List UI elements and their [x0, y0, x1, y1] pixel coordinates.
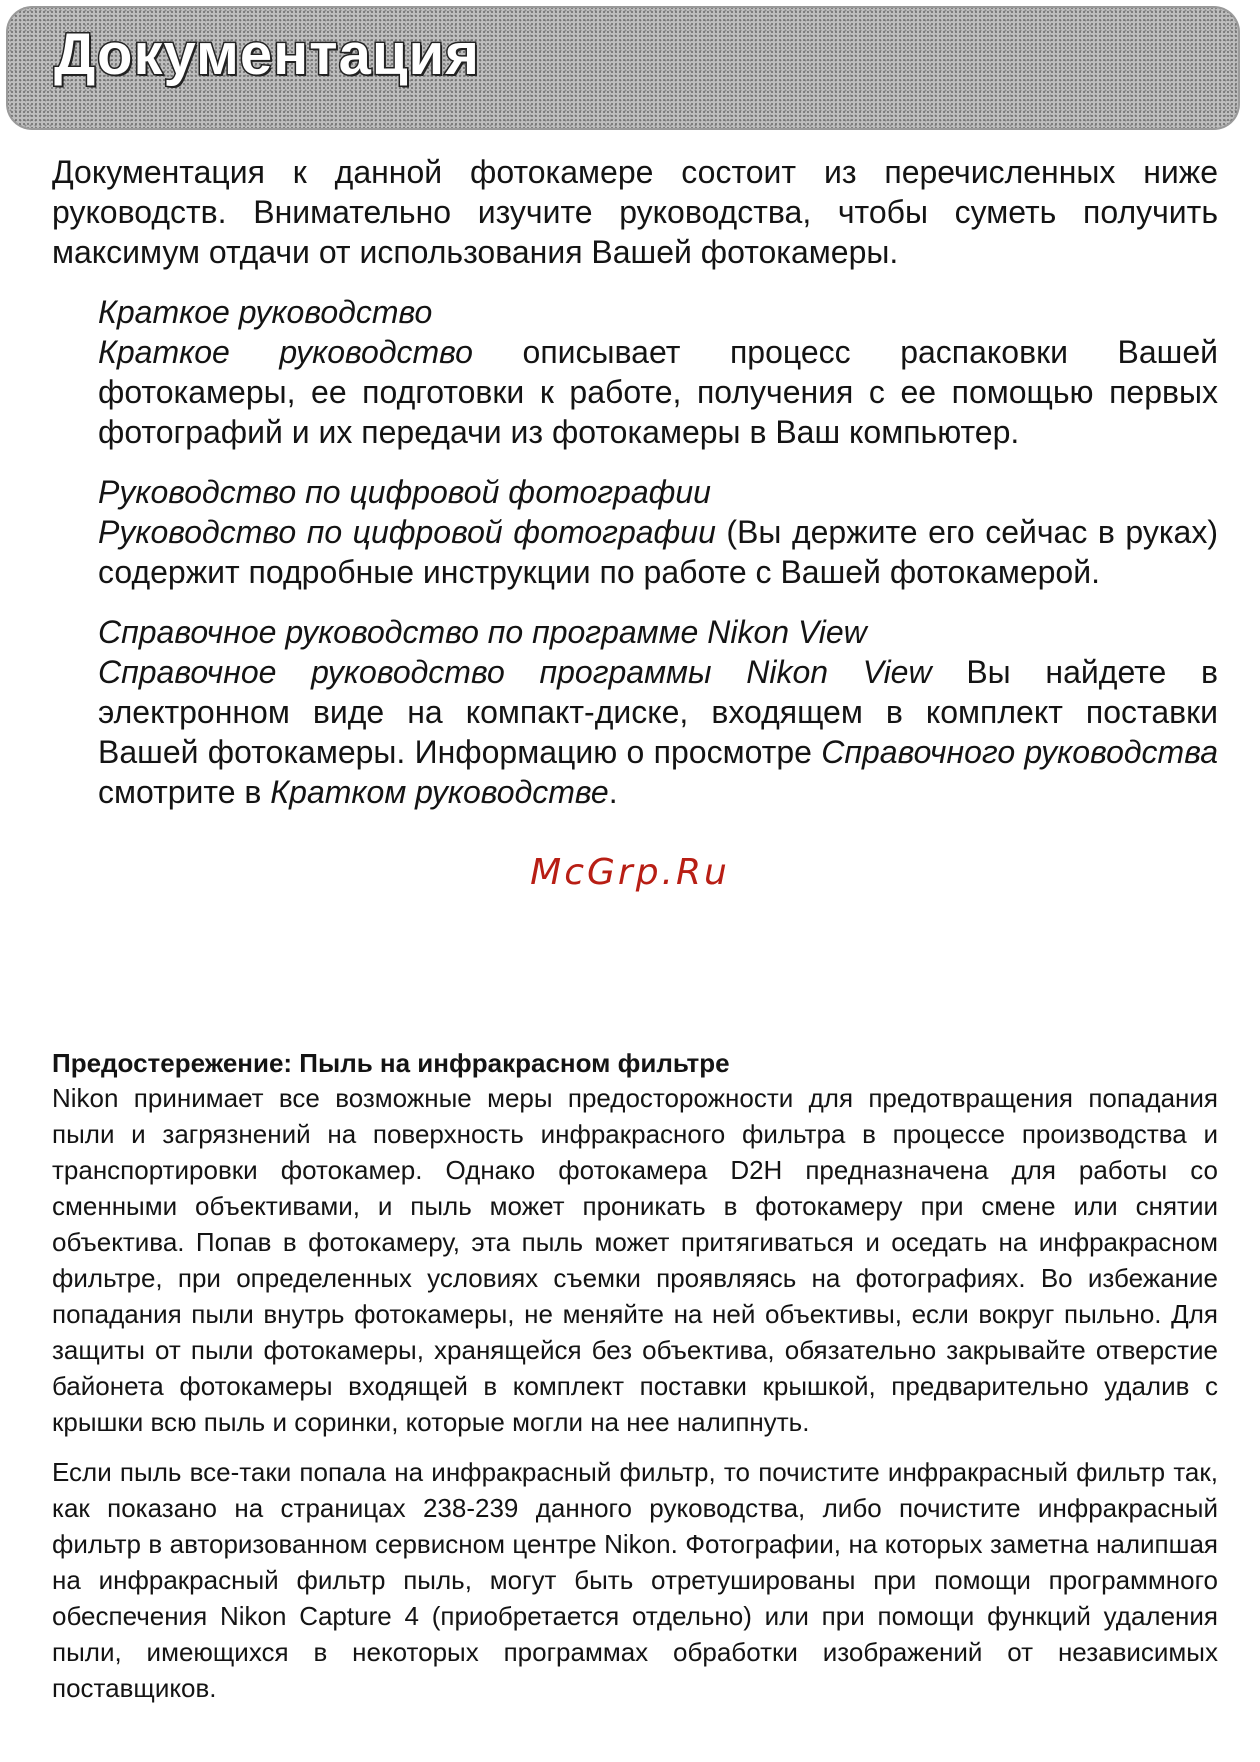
caution-box — [52, 1046, 1218, 1720]
manual-desc-text: Вы найдете в электронном виде на компакт-диске, входящем в комплект поставки Вашей фотокамеры. Информацию о просмотре — [98, 654, 1219, 770]
manual-description — [98, 512, 1218, 592]
manual-desc-emphasis: Кратком руководстве — [270, 774, 609, 810]
manual-desc-text: . — [608, 774, 618, 810]
manuals-list — [98, 292, 1218, 832]
manual-desc-emphasis: Справочное руководство программы Nikon View — [98, 654, 932, 690]
header-bar — [6, 6, 1240, 130]
manual-desc-emphasis: Краткое руководство — [98, 334, 473, 370]
caution-heading: Предостережение: Пыль на инфракрасном фильтре — [52, 1048, 730, 1078]
manual-desc-emphasis: Руководство по цифровой фотографии — [98, 514, 716, 550]
caution-paragraph: Если пыль все-таки попала на инфракрасный фильтр, то почистите инфракрасный фильтр так, как показано на страницах 238-239 данного руководства, либо почистите инфракрасный фильтр в авторизованном сервисном центре Nikon. Фотографии, на которых заметна налипшая на инфракрасный фильтр пыль, могут быть отретушированы при помощи программного обеспечения Nikon Capture 4 (приобретается отдельно) или при помощи функций удаления пыли, имеющихся в некоторых программах обработки изображений от независимых поставщиков. — [52, 1457, 1218, 1703]
manual-desc-text: смотрите в — [98, 774, 271, 810]
manual-desc-text: (Вы держите его сейчас в руках) содержит подробные инструкции по работе с Вашей фотокамерой. — [98, 514, 1219, 590]
manual-digital-photography — [98, 472, 1218, 592]
manual-title: Руководство по цифровой фотографии — [98, 474, 711, 510]
watermark: McGrp.Ru — [530, 852, 730, 893]
manual-nikon-view-reference — [98, 612, 1218, 812]
manual-desc-text: описывает процесс распаковки Вашей фотокамеры, ее подготовки к работе, получения с ее помощью первых фотографий и их передачи из фотокамеры в Ваш компьютер. — [98, 334, 1219, 450]
manual-description — [98, 332, 1218, 452]
manual-desc-emphasis: Справочного руководства — [821, 734, 1219, 770]
manual-quick-guide — [98, 292, 1218, 452]
page-title: Документация — [54, 22, 480, 87]
caution-paragraph: Nikon принимает все возможные меры предосторожности для предотвращения попадания пыли и загрязнений на поверхность инфракрасного фильтра в процессе производства и транспортировки фотокамер. Однако фотокамера D2H предназначена для работы со сменными объективами, и пыль может проникать в фотокамеру при смене или снятии объектива. Попав в фотокамеру, эта пыль может притягиваться и оседать на инфракрасном фильтре, при определенных условиях съемки проявляясь на фотографиях. Во избежание попадания пыли внутрь фотокамеры, не меняйте на ней объективы, если вокруг пыльно. Для защиты от пыли фотокамеры, хранящейся без объектива, обязательно закрывайте отверстие байонета фотокамеры входящей в комплект поставки крышкой, предварительно удалив с крышки всю пыль и соринки, которые могли на нее налипнуть. — [52, 1083, 1218, 1437]
manual-title: Справочное руководство по программе Nikon View — [98, 614, 867, 650]
manual-title: Краткое руководство — [98, 294, 433, 330]
intro-paragraph: Документация к данной фотокамере состоит из перечисленных ниже руководств. Внимательно изучите руководства, чтобы суметь получить максимум отдачи от использования Вашей фотокамеры. — [52, 154, 1218, 270]
manual-description — [98, 652, 1218, 812]
